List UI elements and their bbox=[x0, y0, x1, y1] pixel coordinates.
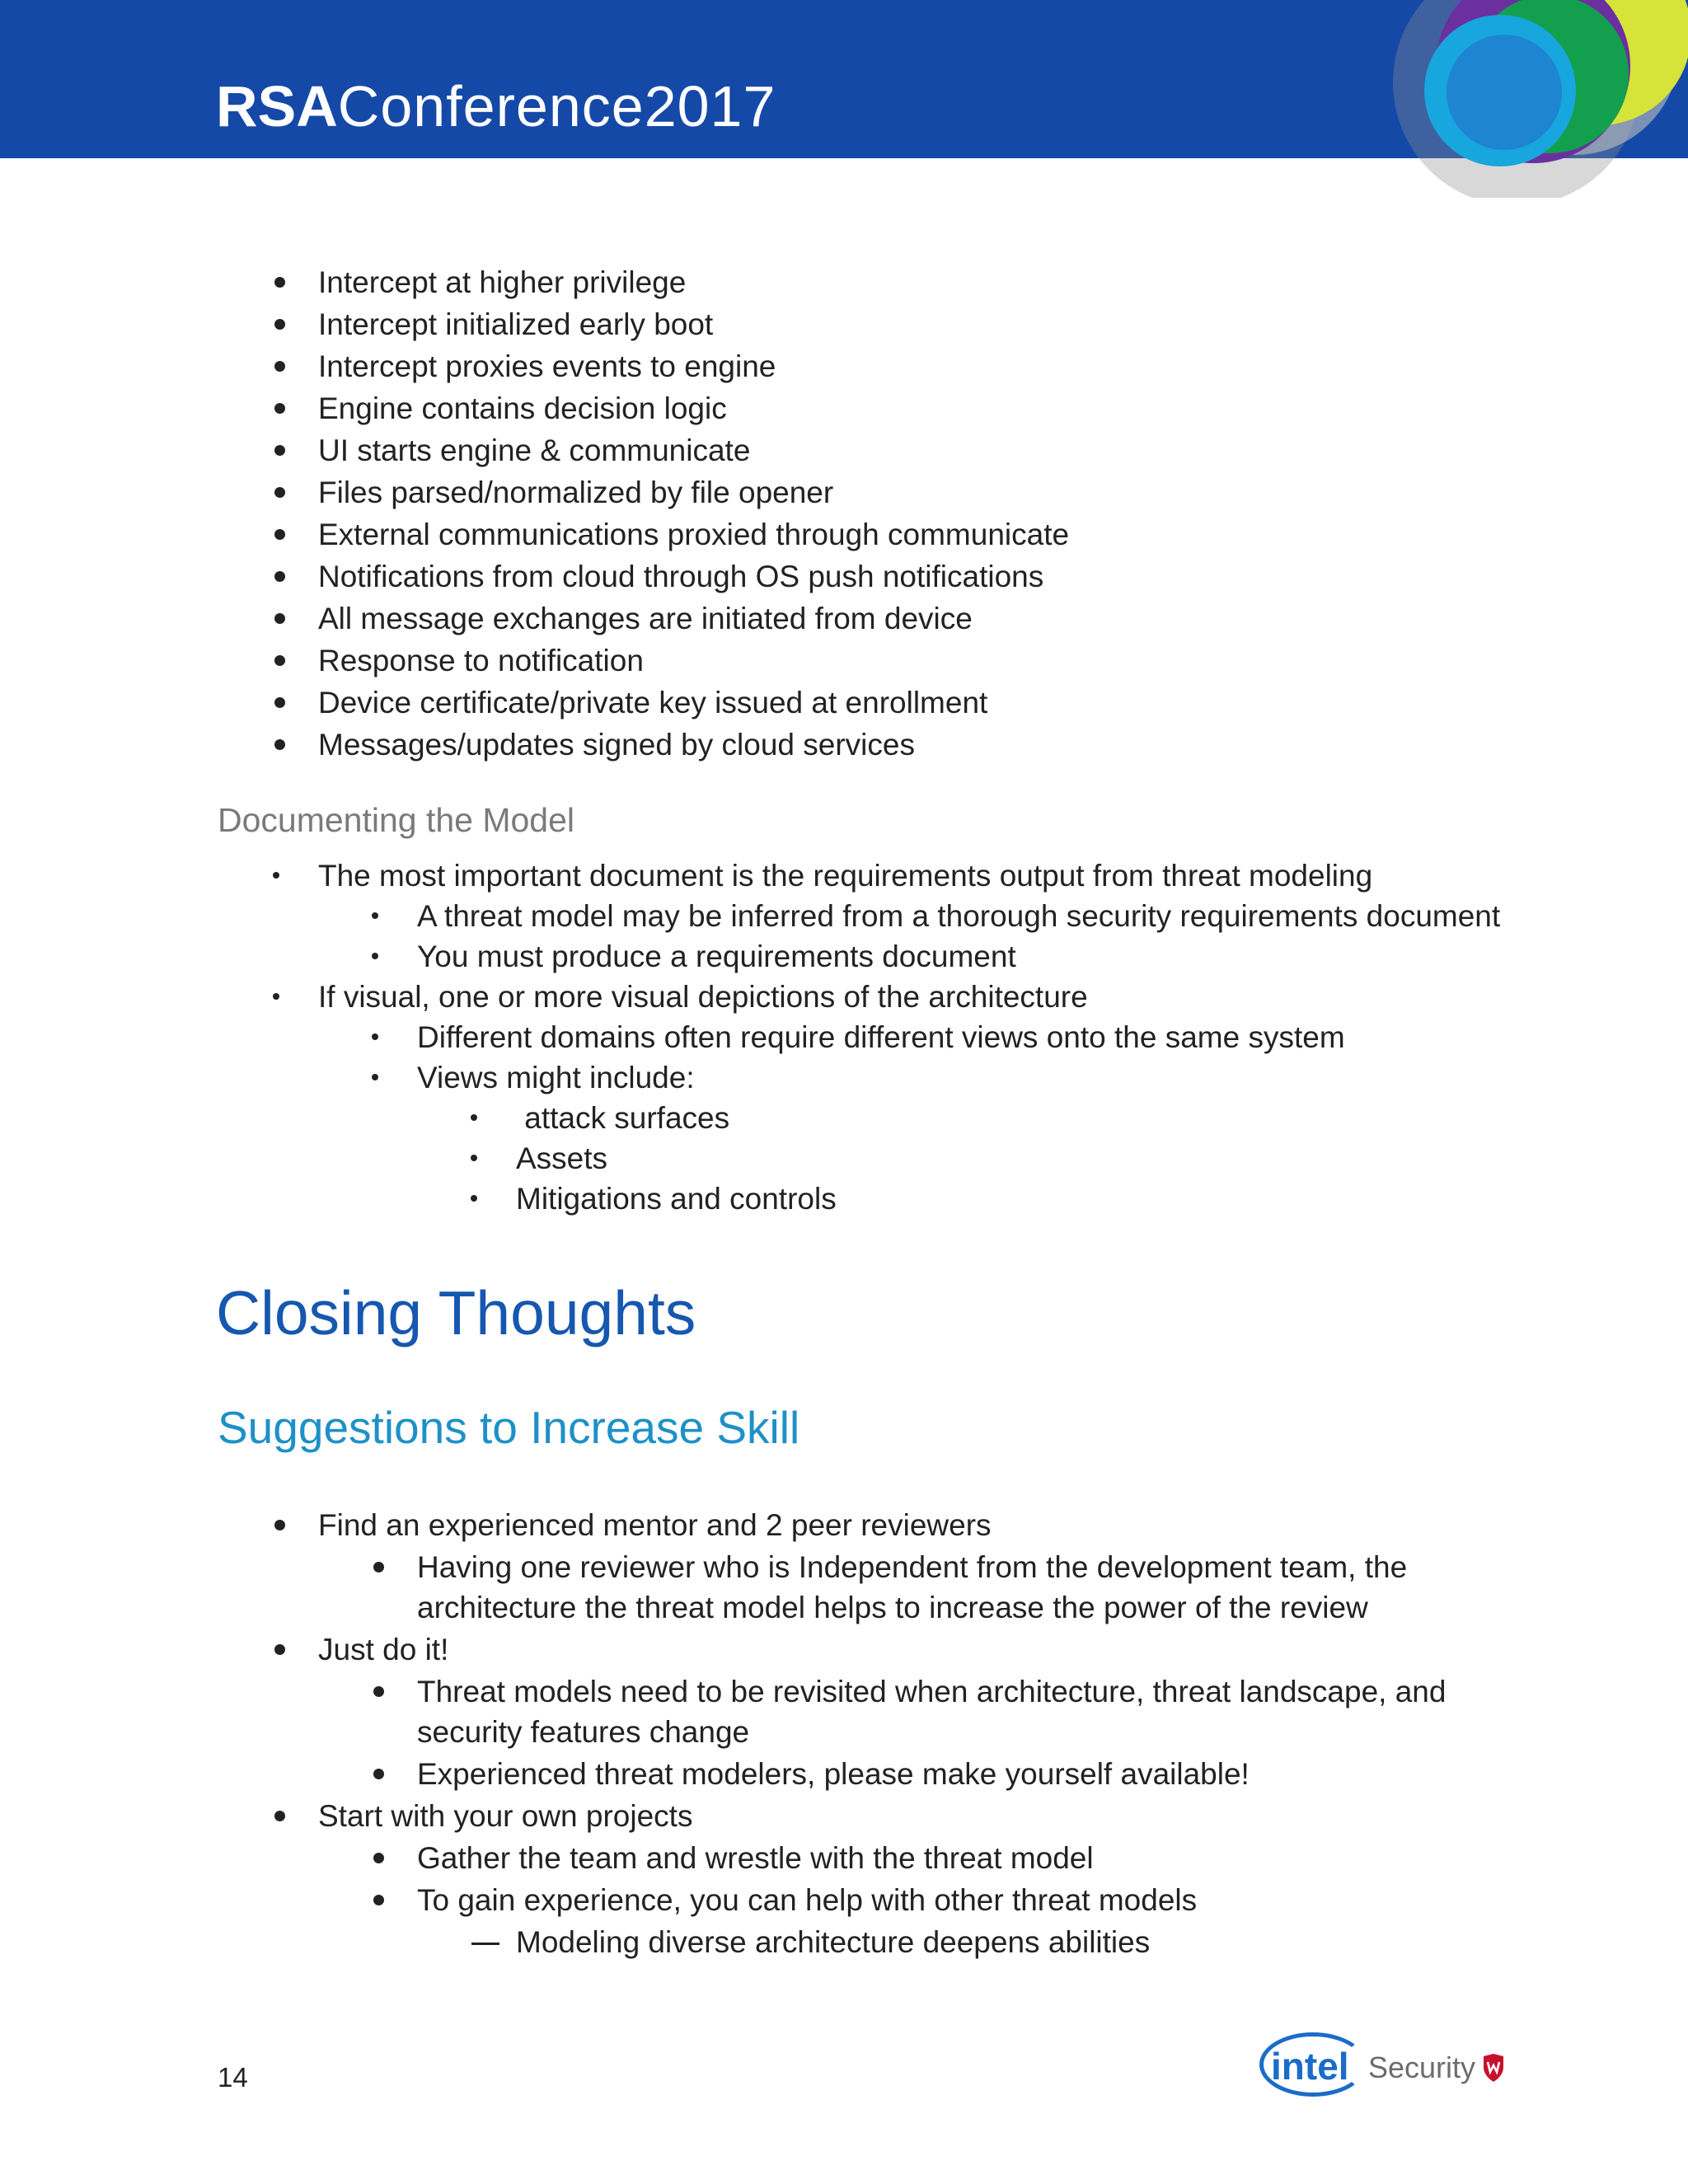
bullet-dot bbox=[274, 403, 285, 414]
bullet-dot bbox=[274, 277, 285, 288]
list-item: UI starts engine & communicate bbox=[318, 434, 751, 467]
list-item: Device certificate/private key issued at enrollment bbox=[318, 686, 988, 719]
logo-rsa: RSA bbox=[216, 74, 338, 138]
list-item: Files parsed/normalized by file opener bbox=[318, 476, 834, 509]
list-item: attack surfaces bbox=[516, 1101, 730, 1135]
bullet-dot bbox=[471, 1114, 477, 1121]
bullet-dot bbox=[274, 529, 285, 540]
bullet-dot bbox=[274, 1644, 285, 1655]
intel-security-logo bbox=[1259, 2029, 1508, 2105]
list-item: Find an experienced mentor and 2 peer reviewers bbox=[318, 1508, 992, 1542]
list-item: Different domains often require different views onto the same system bbox=[417, 1020, 1345, 1054]
bullet-dot bbox=[471, 1155, 477, 1161]
bullet-dot bbox=[274, 739, 285, 750]
list-item: Engine contains decision logic bbox=[318, 391, 727, 425]
list-item: Gather the team and wrestle with the threat model bbox=[417, 1841, 1094, 1875]
list-item: External communications proxied through communicate bbox=[318, 518, 1070, 551]
list-item: Having one reviewer who is Independent from the development team, the bbox=[417, 1550, 1408, 1584]
bullet-dot bbox=[372, 1033, 378, 1040]
list-item: Intercept initialized early boot bbox=[318, 307, 714, 341]
list-item-continuation: architecture the threat model helps to increase the power of the review bbox=[417, 1591, 1368, 1624]
list-item: Experienced threat modelers, please make yourself available! bbox=[417, 1757, 1250, 1791]
bullet-dot bbox=[274, 361, 285, 372]
list-item: Response to notification bbox=[318, 644, 644, 677]
bullet-dot bbox=[274, 1811, 285, 1821]
list-item: The most important document is the requirements output from threat modeling bbox=[318, 859, 1373, 893]
page-heading-closing: Closing Thoughts bbox=[216, 1278, 696, 1347]
logo-security-text: Security bbox=[1368, 2050, 1476, 2084]
bullet-dot bbox=[373, 1895, 384, 1905]
list-item: Mitigations and controls bbox=[516, 1182, 837, 1216]
bullet-dot bbox=[372, 953, 378, 959]
section-heading-documenting: Documenting the Model bbox=[218, 801, 575, 839]
bullet-dot bbox=[471, 1195, 477, 1202]
list-item: If visual, one or more visual depictions of the architecture bbox=[318, 980, 1088, 1014]
bullet-dot bbox=[274, 1520, 285, 1530]
bullet-dot bbox=[273, 993, 279, 1000]
shield-icon bbox=[1482, 2054, 1505, 2082]
dash-bullet bbox=[471, 1943, 499, 1945]
bullet-dot bbox=[274, 487, 285, 498]
bullet-dot bbox=[372, 1074, 378, 1080]
list-item: Assets bbox=[516, 1141, 608, 1175]
bullet-dot bbox=[274, 319, 285, 330]
list-item: Start with your own projects bbox=[318, 1799, 693, 1833]
bullet-dot bbox=[372, 912, 378, 919]
bullet-dot bbox=[274, 655, 285, 666]
page-number: 14 bbox=[218, 2062, 248, 2093]
list-item: Threat models need to be revisited when architecture, threat landscape, and bbox=[417, 1675, 1447, 1708]
bullet-dot bbox=[274, 571, 285, 582]
list-item: Notifications from cloud through OS push notifications bbox=[318, 560, 1044, 593]
list-item-continuation: security features change bbox=[417, 1715, 750, 1749]
list-item: Views might include: bbox=[417, 1061, 695, 1094]
list-item: All message exchanges are initiated from device bbox=[318, 602, 973, 635]
list-item: You must produce a requirements document bbox=[417, 940, 1016, 973]
rsa-conference-logo bbox=[216, 74, 776, 138]
logo-conference: Conference2017 bbox=[337, 74, 776, 138]
logo-intel-text: intel bbox=[1271, 2045, 1349, 2088]
bullet-dot bbox=[274, 613, 285, 624]
bullet-dot bbox=[274, 445, 285, 456]
list-item: A threat model may be inferred from a thorough security requirements document bbox=[417, 899, 1501, 933]
bullet-dot bbox=[274, 697, 285, 708]
list-item: To gain experience, you can help with other threat models bbox=[417, 1883, 1198, 1917]
bullet-dot bbox=[273, 872, 279, 879]
section-heading-suggestions: Suggestions to Increase Skill bbox=[218, 1402, 800, 1453]
bullet-dot bbox=[373, 1562, 384, 1572]
list-item: Messages/updates signed by cloud services bbox=[318, 728, 915, 762]
list-item: Intercept proxies events to engine bbox=[318, 349, 776, 383]
bullet-dot bbox=[373, 1769, 384, 1779]
decorative-circles bbox=[1286, 0, 1688, 198]
list-item: Modeling diverse architecture deepens abilities bbox=[516, 1925, 1151, 1959]
bullet-dot bbox=[373, 1853, 384, 1863]
list-item: Just do it! bbox=[318, 1633, 449, 1666]
list-item: Intercept at higher privilege bbox=[318, 265, 687, 299]
bullet-dot bbox=[373, 1686, 384, 1697]
